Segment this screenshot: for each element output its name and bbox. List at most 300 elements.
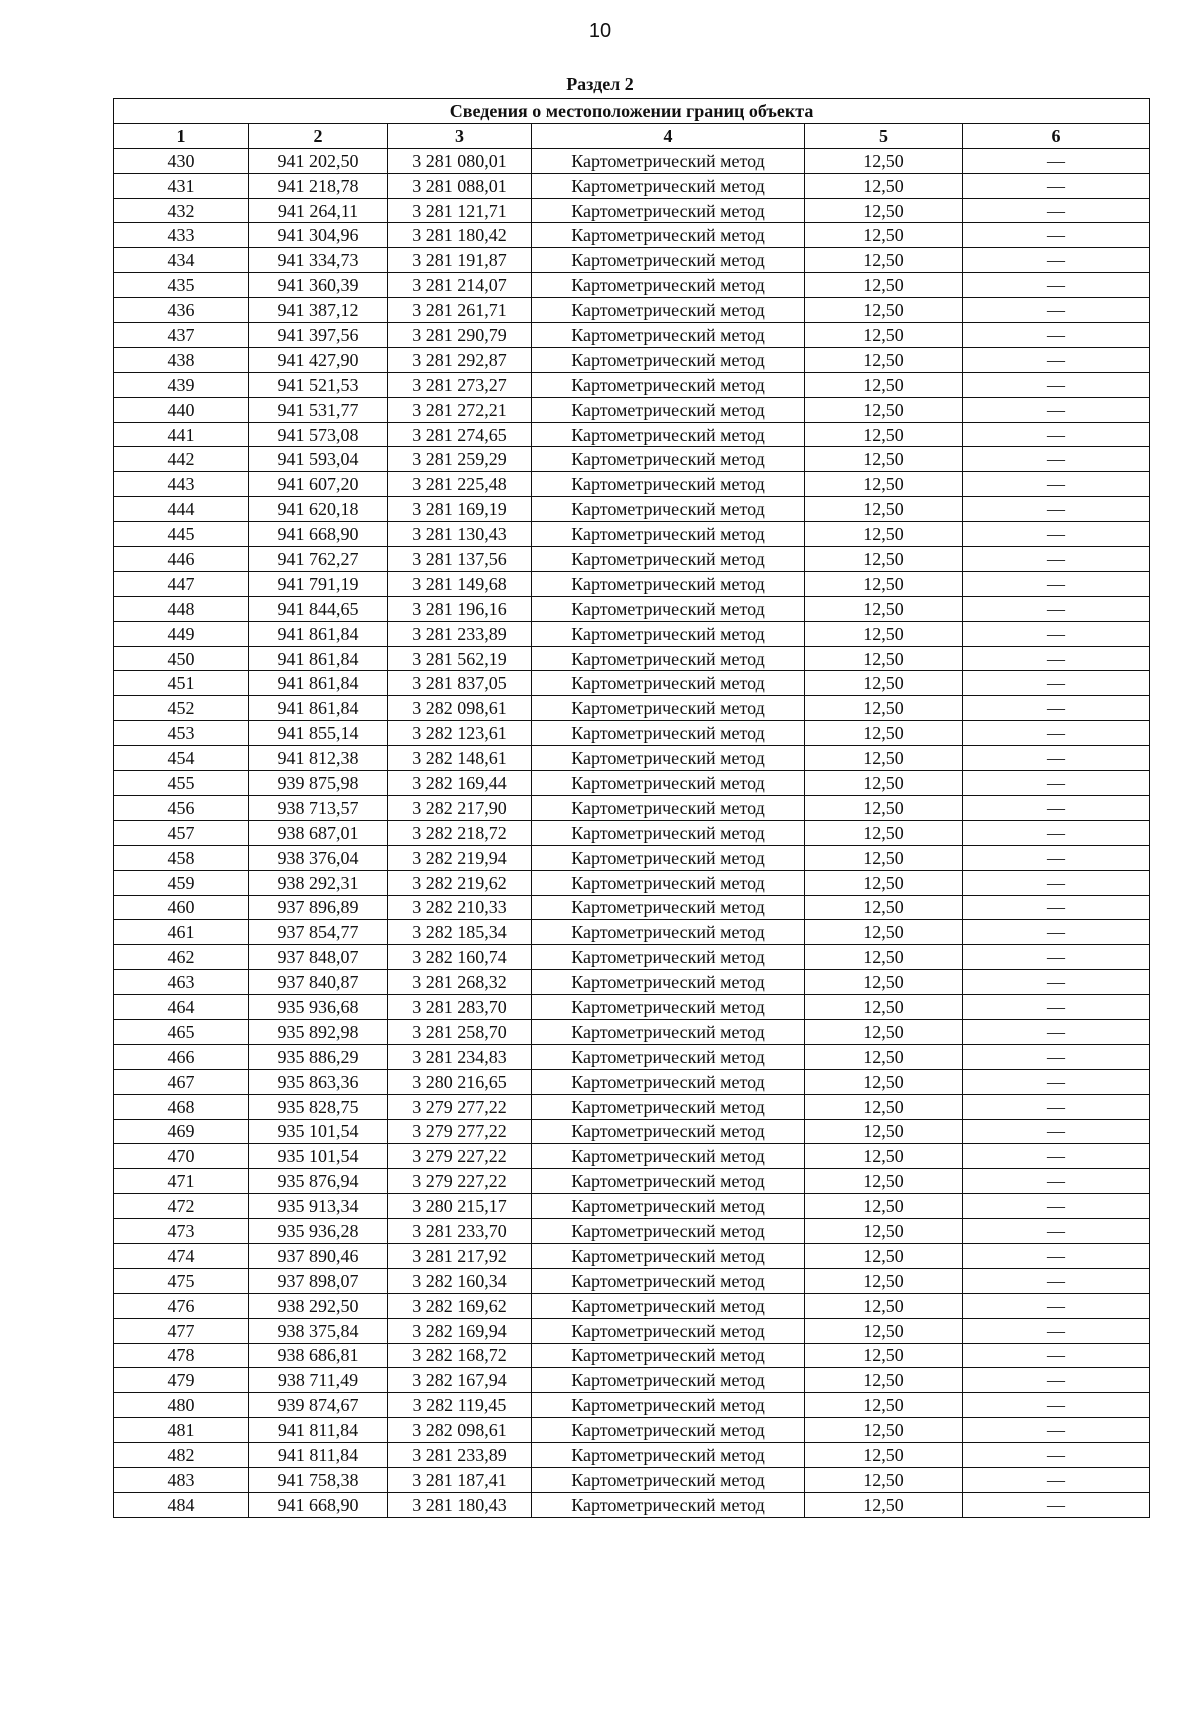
x-coordinate-cell: 937 898,07 — [249, 1268, 388, 1293]
point-number-cell: 474 — [114, 1243, 249, 1268]
description-cell: — — [963, 895, 1150, 920]
description-cell: — — [963, 1019, 1150, 1044]
method-cell: Картометрический метод — [532, 995, 805, 1020]
x-coordinate-cell: 935 101,54 — [249, 1119, 388, 1144]
y-coordinate-cell: 3 281 080,01 — [388, 148, 532, 173]
x-coordinate-cell: 941 668,90 — [249, 1492, 388, 1517]
point-number-cell: 434 — [114, 248, 249, 273]
point-number-cell: 432 — [114, 198, 249, 223]
method-cell: Картометрический метод — [532, 323, 805, 348]
table-row — [114, 347, 1150, 372]
section-title: Раздел 2 — [566, 74, 634, 94]
table-row — [114, 1443, 1150, 1468]
description-cell: — — [963, 472, 1150, 497]
accuracy-cell: 12,50 — [805, 1443, 963, 1468]
method-cell: Картометрический метод — [532, 571, 805, 596]
accuracy-cell: 12,50 — [805, 1194, 963, 1219]
description-cell: — — [963, 1418, 1150, 1443]
y-coordinate-cell: 3 281 261,71 — [388, 298, 532, 323]
table-row — [114, 771, 1150, 796]
y-coordinate-cell: 3 281 292,87 — [388, 347, 532, 372]
accuracy-cell: 12,50 — [805, 1418, 963, 1443]
accuracy-cell: 12,50 — [805, 422, 963, 447]
y-coordinate-cell: 3 281 225,48 — [388, 472, 532, 497]
table-row — [114, 845, 1150, 870]
point-number-cell: 484 — [114, 1492, 249, 1517]
y-coordinate-cell: 3 281 191,87 — [388, 248, 532, 273]
x-coordinate-cell: 941 427,90 — [249, 347, 388, 372]
table-row — [114, 422, 1150, 447]
table-row — [114, 323, 1150, 348]
table-row — [114, 1069, 1150, 1094]
description-cell: — — [963, 1169, 1150, 1194]
y-coordinate-cell: 3 282 160,74 — [388, 945, 532, 970]
x-coordinate-cell: 941 861,84 — [249, 671, 388, 696]
y-coordinate-cell: 3 281 837,05 — [388, 671, 532, 696]
x-coordinate-cell: 938 375,84 — [249, 1318, 388, 1343]
point-number-cell: 443 — [114, 472, 249, 497]
description-cell: — — [963, 771, 1150, 796]
description-cell: — — [963, 1119, 1150, 1144]
x-coordinate-cell: 941 861,84 — [249, 621, 388, 646]
y-coordinate-cell: 3 281 233,89 — [388, 1443, 532, 1468]
description-cell: — — [963, 273, 1150, 298]
point-number-cell: 440 — [114, 397, 249, 422]
method-cell: Картометрический метод — [532, 547, 805, 572]
accuracy-cell: 12,50 — [805, 646, 963, 671]
point-number-cell: 476 — [114, 1293, 249, 1318]
point-number-cell: 457 — [114, 820, 249, 845]
accuracy-cell: 12,50 — [805, 1368, 963, 1393]
y-coordinate-cell: 3 282 167,94 — [388, 1368, 532, 1393]
method-cell: Картометрический метод — [532, 771, 805, 796]
method-cell: Картометрический метод — [532, 497, 805, 522]
x-coordinate-cell: 937 848,07 — [249, 945, 388, 970]
x-coordinate-cell: 937 840,87 — [249, 970, 388, 995]
column-header: 2 — [249, 123, 388, 148]
description-cell: — — [963, 447, 1150, 472]
x-coordinate-cell: 938 376,04 — [249, 845, 388, 870]
description-cell: — — [963, 198, 1150, 223]
description-cell: — — [963, 1293, 1150, 1318]
table-row — [114, 746, 1150, 771]
method-cell: Картометрический метод — [532, 298, 805, 323]
accuracy-cell: 12,50 — [805, 547, 963, 572]
method-cell: Картометрический метод — [532, 1318, 805, 1343]
x-coordinate-cell: 941 811,84 — [249, 1443, 388, 1468]
accuracy-cell: 12,50 — [805, 1219, 963, 1244]
point-number-cell: 439 — [114, 372, 249, 397]
point-number-cell: 475 — [114, 1268, 249, 1293]
accuracy-cell: 12,50 — [805, 820, 963, 845]
point-number-cell: 477 — [114, 1318, 249, 1343]
method-cell: Картометрический метод — [532, 1293, 805, 1318]
table-row — [114, 173, 1150, 198]
description-cell: — — [963, 422, 1150, 447]
x-coordinate-cell: 941 861,84 — [249, 646, 388, 671]
accuracy-cell: 12,50 — [805, 323, 963, 348]
y-coordinate-cell: 3 281 258,70 — [388, 1019, 532, 1044]
table-row — [114, 472, 1150, 497]
description-cell: — — [963, 547, 1150, 572]
description-cell: — — [963, 1368, 1150, 1393]
y-coordinate-cell: 3 282 160,34 — [388, 1268, 532, 1293]
method-cell: Картометрический метод — [532, 472, 805, 497]
method-cell: Картометрический метод — [532, 198, 805, 223]
y-coordinate-cell: 3 282 219,94 — [388, 845, 532, 870]
point-number-cell: 456 — [114, 795, 249, 820]
table-row — [114, 1318, 1150, 1343]
description-cell: — — [963, 671, 1150, 696]
x-coordinate-cell: 938 292,50 — [249, 1293, 388, 1318]
accuracy-cell: 12,50 — [805, 447, 963, 472]
x-coordinate-cell: 941 573,08 — [249, 422, 388, 447]
table-row — [114, 248, 1150, 273]
x-coordinate-cell: 938 711,49 — [249, 1368, 388, 1393]
point-number-cell: 449 — [114, 621, 249, 646]
y-coordinate-cell: 3 282 217,90 — [388, 795, 532, 820]
method-cell: Картометрический метод — [532, 372, 805, 397]
description-cell: — — [963, 397, 1150, 422]
accuracy-cell: 12,50 — [805, 1268, 963, 1293]
description-cell: — — [963, 1443, 1150, 1468]
point-number-cell: 441 — [114, 422, 249, 447]
description-cell: — — [963, 795, 1150, 820]
table-row — [114, 547, 1150, 572]
description-cell: — — [963, 1268, 1150, 1293]
method-cell: Картометрический метод — [532, 970, 805, 995]
description-cell: — — [963, 1318, 1150, 1343]
description-cell: — — [963, 1393, 1150, 1418]
method-cell: Картометрический метод — [532, 1243, 805, 1268]
accuracy-cell: 12,50 — [805, 1492, 963, 1517]
description-cell: — — [963, 1343, 1150, 1368]
table-row — [114, 696, 1150, 721]
description-cell: — — [963, 223, 1150, 248]
x-coordinate-cell: 941 531,77 — [249, 397, 388, 422]
x-coordinate-cell: 941 397,56 — [249, 323, 388, 348]
description-cell: — — [963, 596, 1150, 621]
accuracy-cell: 12,50 — [805, 223, 963, 248]
x-coordinate-cell: 935 892,98 — [249, 1019, 388, 1044]
x-coordinate-cell: 938 686,81 — [249, 1343, 388, 1368]
point-number-cell: 431 — [114, 173, 249, 198]
description-cell: — — [963, 1194, 1150, 1219]
x-coordinate-cell: 935 936,68 — [249, 995, 388, 1020]
table-caption: Сведения о местоположении границ объекта — [114, 99, 1150, 124]
table-row — [114, 1368, 1150, 1393]
table-row — [114, 1044, 1150, 1069]
table-row — [114, 895, 1150, 920]
method-cell: Картометрический метод — [532, 422, 805, 447]
y-coordinate-cell: 3 279 277,22 — [388, 1094, 532, 1119]
method-cell: Картометрический метод — [532, 447, 805, 472]
accuracy-cell: 12,50 — [805, 1318, 963, 1343]
accuracy-cell: 12,50 — [805, 845, 963, 870]
x-coordinate-cell: 935 936,28 — [249, 1219, 388, 1244]
x-coordinate-cell: 941 360,39 — [249, 273, 388, 298]
y-coordinate-cell: 3 281 217,92 — [388, 1243, 532, 1268]
column-header: 1 — [114, 123, 249, 148]
point-number-cell: 482 — [114, 1443, 249, 1468]
table-row — [114, 1293, 1150, 1318]
description-cell: — — [963, 746, 1150, 771]
point-number-cell: 481 — [114, 1418, 249, 1443]
point-number-cell: 467 — [114, 1069, 249, 1094]
method-cell: Картометрический метод — [532, 1393, 805, 1418]
method-cell: Картометрический метод — [532, 1268, 805, 1293]
point-number-cell: 471 — [114, 1169, 249, 1194]
point-number-cell: 472 — [114, 1194, 249, 1219]
column-number-row — [114, 123, 1150, 148]
table-caption-row — [114, 99, 1150, 124]
x-coordinate-cell: 941 762,27 — [249, 547, 388, 572]
table-row — [114, 198, 1150, 223]
table-row — [114, 1194, 1150, 1219]
accuracy-cell: 12,50 — [805, 671, 963, 696]
description-cell: — — [963, 945, 1150, 970]
accuracy-cell: 12,50 — [805, 397, 963, 422]
y-coordinate-cell: 3 281 180,42 — [388, 223, 532, 248]
table-row — [114, 1418, 1150, 1443]
accuracy-cell: 12,50 — [805, 696, 963, 721]
table-row — [114, 795, 1150, 820]
x-coordinate-cell: 941 334,73 — [249, 248, 388, 273]
accuracy-cell: 12,50 — [805, 920, 963, 945]
description-cell: — — [963, 646, 1150, 671]
accuracy-cell: 12,50 — [805, 771, 963, 796]
description-cell: — — [963, 571, 1150, 596]
point-number-cell: 453 — [114, 721, 249, 746]
description-cell: — — [963, 347, 1150, 372]
accuracy-cell: 12,50 — [805, 198, 963, 223]
point-number-cell: 461 — [114, 920, 249, 945]
column-header: 5 — [805, 123, 963, 148]
y-coordinate-cell: 3 281 180,43 — [388, 1492, 532, 1517]
table-row — [114, 1094, 1150, 1119]
accuracy-cell: 12,50 — [805, 596, 963, 621]
accuracy-cell: 12,50 — [805, 746, 963, 771]
method-cell: Картометрический метод — [532, 845, 805, 870]
description-cell: — — [963, 497, 1150, 522]
table-row — [114, 1169, 1150, 1194]
accuracy-cell: 12,50 — [805, 1467, 963, 1492]
y-coordinate-cell: 3 281 214,07 — [388, 273, 532, 298]
x-coordinate-cell: 935 876,94 — [249, 1169, 388, 1194]
y-coordinate-cell: 3 281 088,01 — [388, 173, 532, 198]
table-row — [114, 497, 1150, 522]
x-coordinate-cell: 941 521,53 — [249, 372, 388, 397]
method-cell: Картометрический метод — [532, 621, 805, 646]
y-coordinate-cell: 3 280 215,17 — [388, 1194, 532, 1219]
method-cell: Картометрический метод — [532, 746, 805, 771]
table-row — [114, 621, 1150, 646]
accuracy-cell: 12,50 — [805, 1169, 963, 1194]
table-row — [114, 273, 1150, 298]
point-number-cell: 466 — [114, 1044, 249, 1069]
point-number-cell: 462 — [114, 945, 249, 970]
description-cell: — — [963, 1492, 1150, 1517]
y-coordinate-cell: 3 282 098,61 — [388, 696, 532, 721]
description-cell: — — [963, 870, 1150, 895]
accuracy-cell: 12,50 — [805, 1044, 963, 1069]
y-coordinate-cell: 3 281 233,70 — [388, 1219, 532, 1244]
point-number-cell: 470 — [114, 1144, 249, 1169]
point-number-cell: 436 — [114, 298, 249, 323]
point-number-cell: 465 — [114, 1019, 249, 1044]
table-row — [114, 397, 1150, 422]
point-number-cell: 464 — [114, 995, 249, 1020]
x-coordinate-cell: 937 854,77 — [249, 920, 388, 945]
y-coordinate-cell: 3 282 185,34 — [388, 920, 532, 945]
description-cell: — — [963, 148, 1150, 173]
point-number-cell: 483 — [114, 1467, 249, 1492]
description-cell: — — [963, 820, 1150, 845]
table-row — [114, 1467, 1150, 1492]
table-row — [114, 148, 1150, 173]
x-coordinate-cell: 941 812,38 — [249, 746, 388, 771]
description-cell: — — [963, 995, 1150, 1020]
point-number-cell: 444 — [114, 497, 249, 522]
accuracy-cell: 12,50 — [805, 870, 963, 895]
method-cell: Картометрический метод — [532, 1169, 805, 1194]
column-header: 4 — [532, 123, 805, 148]
x-coordinate-cell: 939 874,67 — [249, 1393, 388, 1418]
x-coordinate-cell: 935 828,75 — [249, 1094, 388, 1119]
y-coordinate-cell: 3 281 196,16 — [388, 596, 532, 621]
accuracy-cell: 12,50 — [805, 1293, 963, 1318]
x-coordinate-cell: 937 896,89 — [249, 895, 388, 920]
x-coordinate-cell: 941 811,84 — [249, 1418, 388, 1443]
method-cell: Картометрический метод — [532, 721, 805, 746]
method-cell: Картометрический метод — [532, 1094, 805, 1119]
method-cell: Картометрический метод — [532, 1418, 805, 1443]
method-cell: Картометрический метод — [532, 646, 805, 671]
accuracy-cell: 12,50 — [805, 347, 963, 372]
x-coordinate-cell: 935 863,36 — [249, 1069, 388, 1094]
y-coordinate-cell: 3 282 218,72 — [388, 820, 532, 845]
accuracy-cell: 12,50 — [805, 298, 963, 323]
method-cell: Картометрический метод — [532, 795, 805, 820]
accuracy-cell: 12,50 — [805, 721, 963, 746]
y-coordinate-cell: 3 282 119,45 — [388, 1393, 532, 1418]
y-coordinate-cell: 3 281 562,19 — [388, 646, 532, 671]
table-row — [114, 870, 1150, 895]
point-number-cell: 447 — [114, 571, 249, 596]
table-row — [114, 1343, 1150, 1368]
point-number-cell: 455 — [114, 771, 249, 796]
accuracy-cell: 12,50 — [805, 621, 963, 646]
y-coordinate-cell: 3 282 169,62 — [388, 1293, 532, 1318]
accuracy-cell: 12,50 — [805, 148, 963, 173]
table-row — [114, 945, 1150, 970]
method-cell: Картометрический метод — [532, 820, 805, 845]
accuracy-cell: 12,50 — [805, 497, 963, 522]
method-cell: Картометрический метод — [532, 1194, 805, 1219]
point-number-cell: 448 — [114, 596, 249, 621]
description-cell: — — [963, 298, 1150, 323]
point-number-cell: 480 — [114, 1393, 249, 1418]
table-row — [114, 522, 1150, 547]
method-cell: Картометрический метод — [532, 223, 805, 248]
y-coordinate-cell: 3 281 130,43 — [388, 522, 532, 547]
column-header: 6 — [963, 123, 1150, 148]
point-number-cell: 463 — [114, 970, 249, 995]
method-cell: Картометрический метод — [532, 1119, 805, 1144]
method-cell: Картометрический метод — [532, 671, 805, 696]
accuracy-cell: 12,50 — [805, 1243, 963, 1268]
y-coordinate-cell: 3 281 274,65 — [388, 422, 532, 447]
point-number-cell: 478 — [114, 1343, 249, 1368]
table-row — [114, 671, 1150, 696]
y-coordinate-cell: 3 281 149,68 — [388, 571, 532, 596]
y-coordinate-cell: 3 279 227,22 — [388, 1169, 532, 1194]
description-cell: — — [963, 323, 1150, 348]
y-coordinate-cell: 3 281 259,29 — [388, 447, 532, 472]
accuracy-cell: 12,50 — [805, 895, 963, 920]
point-number-cell: 452 — [114, 696, 249, 721]
point-number-cell: 468 — [114, 1094, 249, 1119]
table-row — [114, 1119, 1150, 1144]
method-cell: Картометрический метод — [532, 1019, 805, 1044]
accuracy-cell: 12,50 — [805, 945, 963, 970]
table-row — [114, 920, 1150, 945]
table-row — [114, 1243, 1150, 1268]
y-coordinate-cell: 3 281 290,79 — [388, 323, 532, 348]
column-header: 3 — [388, 123, 532, 148]
method-cell: Картометрический метод — [532, 1443, 805, 1468]
point-number-cell: 473 — [114, 1219, 249, 1244]
point-number-cell: 458 — [114, 845, 249, 870]
description-cell: — — [963, 1144, 1150, 1169]
x-coordinate-cell: 941 620,18 — [249, 497, 388, 522]
x-coordinate-cell: 937 890,46 — [249, 1243, 388, 1268]
description-cell: — — [963, 173, 1150, 198]
y-coordinate-cell: 3 282 219,62 — [388, 870, 532, 895]
point-number-cell: 450 — [114, 646, 249, 671]
y-coordinate-cell: 3 281 268,32 — [388, 970, 532, 995]
accuracy-cell: 12,50 — [805, 1019, 963, 1044]
accuracy-cell: 12,50 — [805, 173, 963, 198]
point-number-cell: 460 — [114, 895, 249, 920]
point-number-cell: 435 — [114, 273, 249, 298]
x-coordinate-cell: 941 668,90 — [249, 522, 388, 547]
y-coordinate-cell: 3 281 273,27 — [388, 372, 532, 397]
y-coordinate-cell: 3 281 121,71 — [388, 198, 532, 223]
point-number-cell: 433 — [114, 223, 249, 248]
method-cell: Картометрический метод — [532, 1492, 805, 1517]
accuracy-cell: 12,50 — [805, 1069, 963, 1094]
table-row — [114, 721, 1150, 746]
x-coordinate-cell: 941 844,65 — [249, 596, 388, 621]
table-row — [114, 298, 1150, 323]
point-number-cell: 438 — [114, 347, 249, 372]
x-coordinate-cell: 941 758,38 — [249, 1467, 388, 1492]
table-row — [114, 1393, 1150, 1418]
table-row — [114, 970, 1150, 995]
x-coordinate-cell: 941 218,78 — [249, 173, 388, 198]
accuracy-cell: 12,50 — [805, 522, 963, 547]
method-cell: Картометрический метод — [532, 1219, 805, 1244]
method-cell: Картометрический метод — [532, 397, 805, 422]
y-coordinate-cell: 3 279 277,22 — [388, 1119, 532, 1144]
x-coordinate-cell: 939 875,98 — [249, 771, 388, 796]
method-cell: Картометрический метод — [532, 696, 805, 721]
accuracy-cell: 12,50 — [805, 1094, 963, 1119]
table-row — [114, 1019, 1150, 1044]
y-coordinate-cell: 3 281 233,89 — [388, 621, 532, 646]
description-cell: — — [963, 970, 1150, 995]
